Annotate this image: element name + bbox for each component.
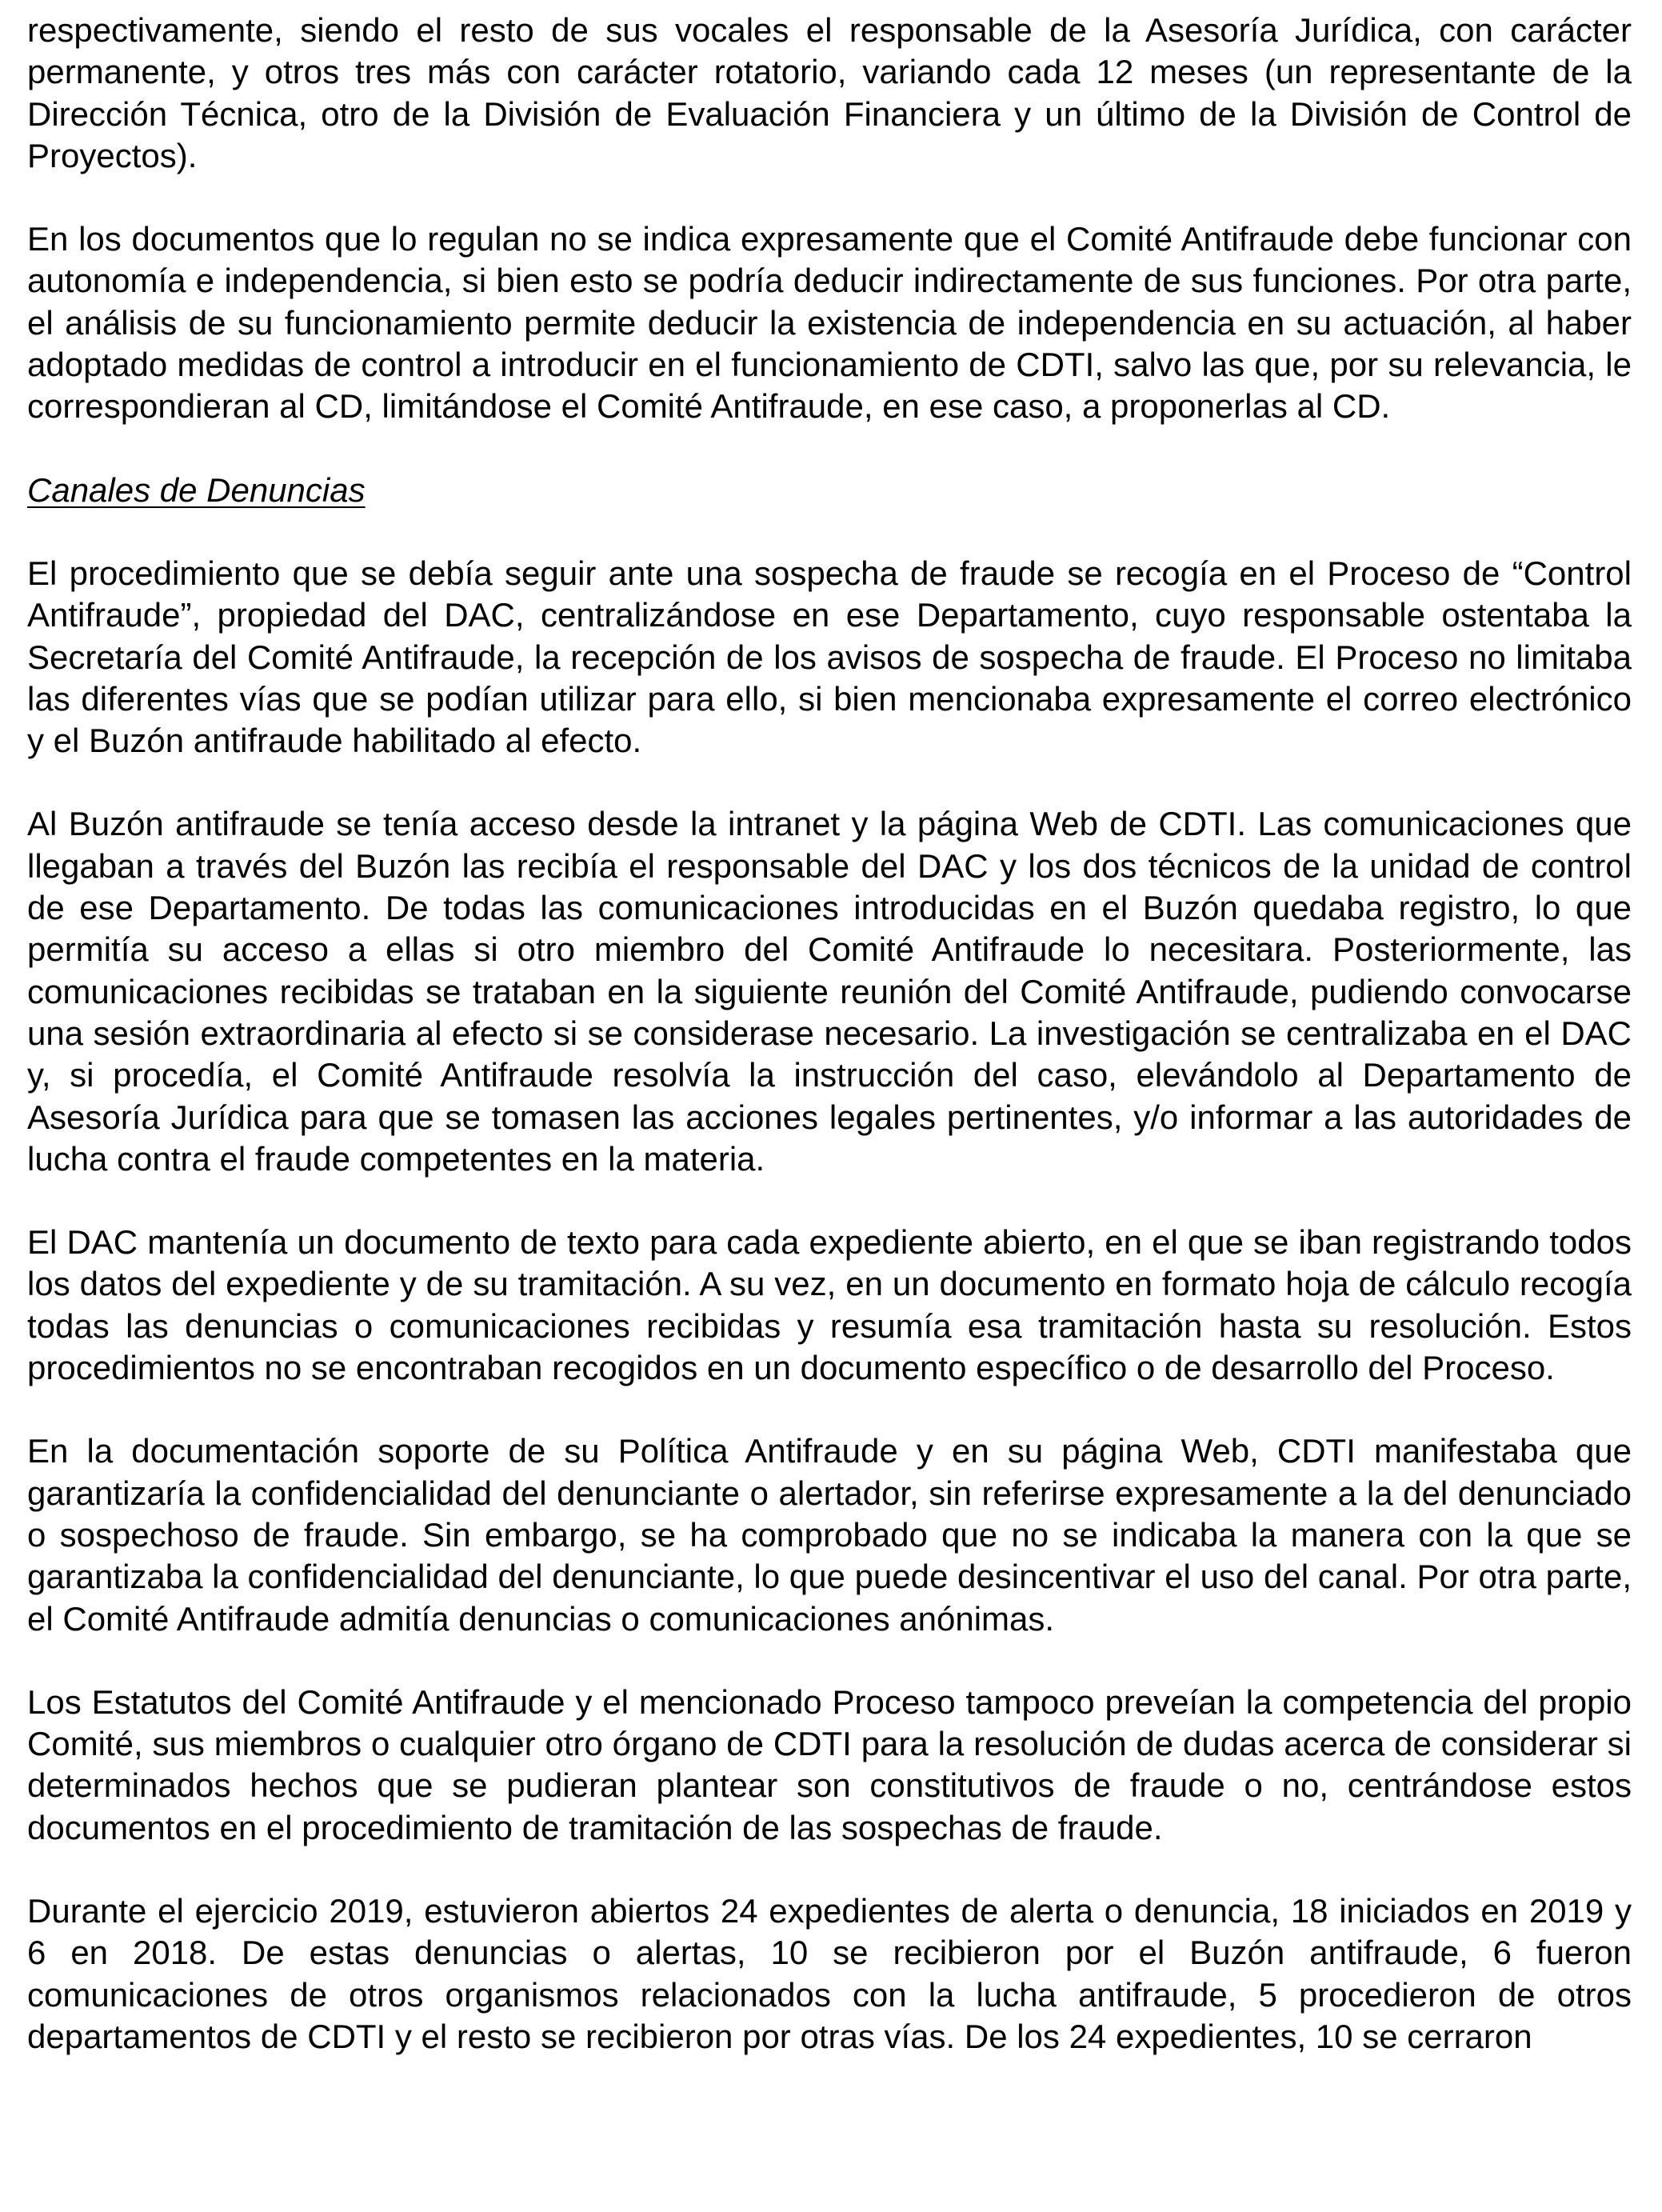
paragraph-dac-records: El DAC mantenía un documento de texto para cada expediente abierto, en el que se iban registrando todos los datos del expediente y de su tramitación. A su vez, en un documento en formato hoja de cálculo recogía todas las denuncias o comunicaciones recibidas y resumía esa tramitación hasta su resolución. Estos procedimientos no se encontraban recogidos en un documento específico o de desarrollo del Proceso. [27, 1223, 1632, 1387]
section-heading-canales-de-denuncias: Canales de Denuncias [27, 470, 366, 509]
paragraph-competence: Los Estatutos del Comité Antifraude y el mencionado Proceso tampoco preveían la competencia del propio Comité, sus miembros o cualquier otro órgano de CDTI para la resolución de dudas acerca de considerar si determinados hechos que se pudieran plantear son constitutivos de fraude o no, centrándose estos documentos en el procedimiento de tramitación de las sospechas de fraude. [27, 1682, 1632, 1846]
paragraph-2019-cases: Durante el ejercicio 2019, estuvieron abiertos 24 expedientes de alerta o denuncia, 18 iniciados en 2019 y 6 en 2018. De estas denuncias o alertas, 10 se recibieron por el Buzón antifraude, 6 fueron comunicaciones de otros organismos relacionados con la lucha antifraude, 5 procedieron de otros departamentos de CDTI y el resto se recibieron por otras vías. De los 24 expedientes, 10 se cerraron [27, 1891, 1632, 2055]
paragraph-committee-composition: respectivamente, siendo el resto de sus vocales el responsable de la Asesoría Jurídica, con carácter permanente, y otros tres más con carácter rotatorio, variando cada 12 meses (un representante de la Dirección Técnica, otro de la División de Evaluación Financiera y un último de la División de Control de Proyectos). [27, 11, 1632, 174]
paragraph-committee-independence: En los documentos que lo regulan no se indica expresamente que el Comité Antifraude debe funcionar con autonomía e independencia, si bien esto se podría deducir indirectamente de sus funciones. Por otra parte, el análisis de su funcionamiento permite deducir la existencia de independencia en su actuación, al haber adoptado medidas de control a introducir en el funcionamiento de CDTI, salvo las que, por su relevancia, le correspondieran al CD, limitándose el Comité Antifraude, en ese caso, a proponerlas al CD. [27, 220, 1632, 426]
paragraph-buzon-antifraude: Al Buzón antifraude se tenía acceso desde la intranet y la página Web de CDTI. Las comunicaciones que llegaban a través del Buzón las recibía el responsable del DAC y los dos técnicos de la unidad de control de ese Departamento. De todas las comunicaciones introducidas en el Buzón quedaba registro, lo que permitía su acceso a ellas si otro miembro del Comité Antifraude lo necesitara. Posteriormente, las comunicaciones recibidas se trataban en la siguiente reunión del Comité Antifraude, pudiendo convocarse una sesión extraordinaria al efecto si se considerase necesario. La investigación se centralizaba en el DAC y, si procedía, el Comité Antifraude resolvía la instrucción del caso, elevándolo al Departamento de Asesoría Jurídica para que se tomasen las acciones legales pertinentes, y/o informar a las autoridades de lucha contra el fraude competentes en la materia. [27, 805, 1632, 1178]
paragraph-procedure: El procedimiento que se debía seguir ante una sospecha de fraude se recogía en el Proceso de “Control Antifraude”, propiedad del DAC, centralizándose en ese Departamento, cuyo responsable ostentaba la Secretaría del Comité Antifraude, la recepción de los avisos de sospecha de fraude. El Proceso no limitaba las diferentes vías que se podían utilizar para ello, si bien mencionaba expresamente el correo electrónico y el Buzón antifraude habilitado al efecto. [27, 554, 1632, 760]
paragraph-confidentiality: En la documentación soporte de su Política Antifraude y en su página Web, CDTI manifestaba que garantizaría la confidencialidad del denunciante o alertador, sin referirse expresamente a la del denunciado o sospechoso de fraude. Sin embargo, se ha comprobado que no se indicaba la manera con la que se garantizaba la confidencialidad del denunciante, lo que puede desincentivar el uso del canal. Por otra parte, el Comité Antifraude admitía denuncias o comunicaciones anónimas. [27, 1432, 1632, 1638]
document-page [27, 10, 1632, 2058]
